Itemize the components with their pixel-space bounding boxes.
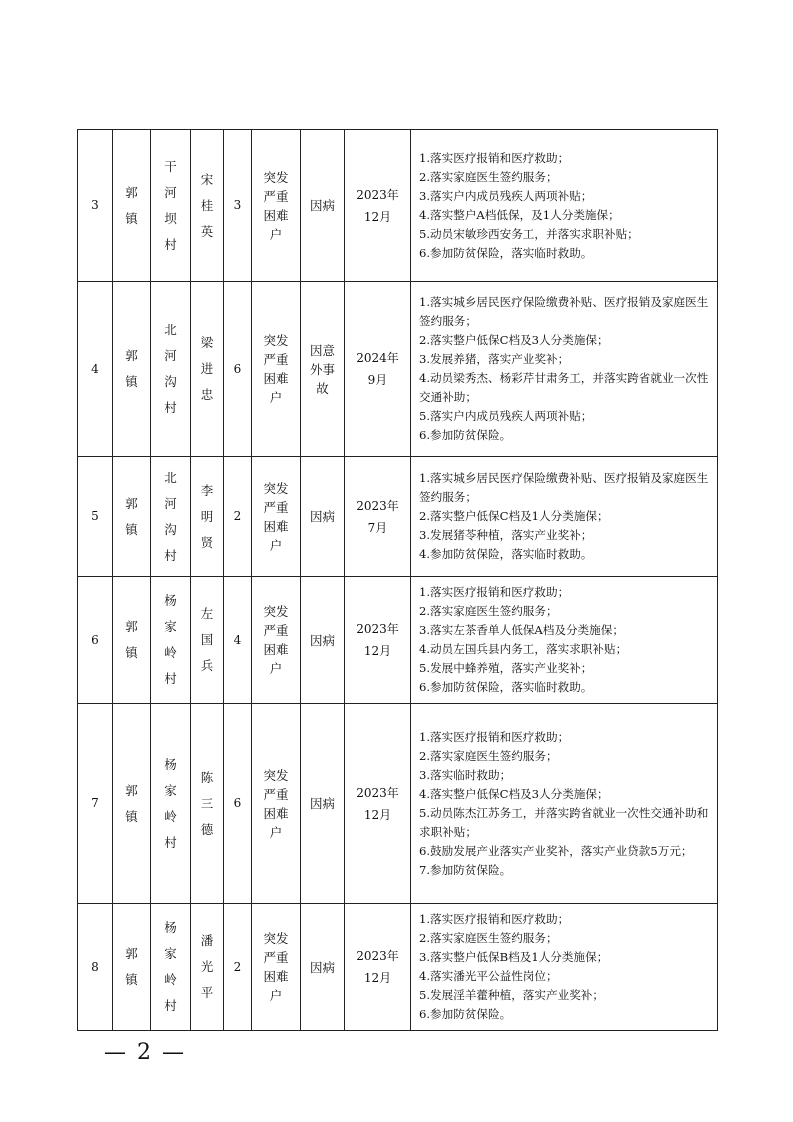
town-cell (113, 704, 151, 904)
measure-item: 3.发展猪苓种植，落实产业奖补； (419, 528, 593, 542)
town-cell-text: 郭镇 (125, 619, 138, 660)
household-size-cell: 2 (224, 904, 252, 1031)
name-cell-text: 潘光平 (200, 933, 214, 1000)
measure-item: 2.落实家庭医生签约服务； (419, 169, 558, 184)
name-cell (191, 904, 224, 1031)
household-type-cell (252, 457, 301, 577)
measure-item: 2.落实整户低保C档及3人分类施保； (419, 333, 609, 347)
cause-cell (301, 704, 345, 904)
time-cell-text: 2023年12月 (356, 949, 399, 985)
village-cell (151, 704, 191, 904)
row-number: 4 (78, 282, 113, 457)
measures-cell (411, 904, 718, 1031)
household-type-cell-text: 突发严重困难户 (263, 333, 289, 405)
measure-item: 1.落实医疗报销和医疗救助； (419, 150, 570, 165)
measure-item: 6.鼓励发展产业落实产业奖补，落实产业贷款5万元； (419, 843, 693, 858)
cause-cell-text: 因意外事故 (309, 342, 335, 396)
town-cell (113, 577, 151, 704)
cause-cell-text: 因病 (309, 796, 335, 811)
measure-item: 7.参加防贫保险。 (419, 862, 512, 877)
measure-item: 2.落实家庭医生签约服务； (419, 604, 558, 618)
time-cell-text: 2023年12月 (356, 187, 399, 224)
measure-item: 4.落实潘光平公益性岗位； (419, 969, 558, 983)
measure-item: 3.落实左茶香单人低保A档及分类施保； (419, 623, 624, 637)
name-cell-text: 左国兵 (200, 606, 214, 673)
measure-item: 4.参加防贫保险，落实临时救助。 (419, 547, 593, 561)
village-cell-text: 杨家岭村 (164, 920, 177, 1013)
name-cell-text: 梁进忠 (200, 335, 214, 402)
cause-cell-text: 因病 (309, 198, 335, 213)
time-cell (345, 457, 411, 577)
measure-item: 1.落实城乡居民医疗保险缴费补贴、医疗报销及家庭医生签约服务； (419, 295, 709, 328)
name-cell (191, 282, 224, 457)
name-cell-text: 李明贤 (200, 482, 214, 550)
measure-item: 5.落实户内成员残疾人两项补贴； (419, 409, 593, 423)
town-cell-text: 郭镇 (125, 495, 138, 537)
household-type-cell (252, 704, 301, 904)
household-size-cell: 6 (224, 282, 252, 457)
cause-cell-text: 因病 (309, 632, 335, 648)
measure-item: 1.落实城乡居民医疗保险缴费补贴、医疗报销及家庭医生签约服务； (419, 471, 709, 504)
measure-item: 4.落实整户A档低保，及1人分类施保； (419, 207, 620, 222)
measures-cell (411, 457, 718, 577)
name-cell (191, 457, 224, 577)
measure-item: 3.落实户内成员残疾人两项补贴； (419, 188, 593, 203)
household-type-cell-text: 突发严重困难户 (263, 169, 289, 242)
measure-item: 4.动员梁秀杰、杨彩芹甘肃务工，并落实跨省就业一次性交通补助； (419, 371, 709, 404)
measure-item: 5.发展中蜂养殖，落实产业奖补； (419, 661, 593, 675)
table-body (78, 130, 718, 1031)
village-cell-text: 北河沟村 (164, 469, 177, 563)
household-type-cell (252, 904, 301, 1031)
row-number: 8 (78, 904, 113, 1031)
household-size-cell: 6 (224, 704, 252, 904)
measure-item: 1.落实医疗报销和医疗救助； (419, 729, 570, 744)
village-cell-text: 杨家岭村 (164, 593, 177, 686)
table-row (78, 457, 718, 577)
village-cell-text: 北河沟村 (164, 322, 177, 415)
name-cell (191, 704, 224, 904)
time-cell-text: 2023年12月 (356, 785, 399, 822)
town-cell-text: 郭镇 (125, 348, 138, 389)
household-type-cell (252, 577, 301, 704)
household-size-cell: 2 (224, 457, 252, 577)
measure-item: 2.落实家庭医生签约服务； (419, 748, 558, 763)
time-cell (345, 130, 411, 282)
time-cell-text: 2023年12月 (356, 622, 399, 658)
time-cell (345, 577, 411, 704)
row-number: 6 (78, 577, 113, 704)
village-cell (151, 904, 191, 1031)
household-type-cell-text: 突发严重困难户 (263, 931, 289, 1003)
measure-item: 6.参加防贫保险。 (419, 1007, 512, 1021)
table-row (78, 282, 718, 457)
table-row (78, 704, 718, 904)
measure-item: 2.落实整户低保C档及1人分类施保； (419, 509, 609, 523)
cause-cell-text: 因病 (309, 959, 335, 975)
time-cell-text: 2023年7月 (356, 498, 399, 535)
village-cell (151, 130, 191, 282)
household-size-cell: 3 (224, 130, 252, 282)
town-cell-text: 郭镇 (125, 184, 138, 226)
time-cell (345, 904, 411, 1031)
village-cell-text: 杨家岭村 (164, 756, 177, 850)
village-cell (151, 282, 191, 457)
town-cell-text: 郭镇 (125, 946, 138, 987)
cause-cell (301, 577, 345, 704)
household-type-cell-text: 突发严重困难户 (263, 767, 289, 840)
town-cell (113, 130, 151, 282)
town-cell (113, 282, 151, 457)
table-row (78, 130, 718, 282)
town-cell (113, 904, 151, 1031)
household-type-cell (252, 130, 301, 282)
household-type-cell (252, 282, 301, 457)
measure-item: 3.落实临时救助； (419, 767, 512, 782)
page-number: — 2 — (104, 1040, 186, 1065)
name-cell (191, 130, 224, 282)
town-cell (113, 457, 151, 577)
household-type-cell-text: 突发严重困难户 (263, 480, 289, 553)
time-cell (345, 282, 411, 457)
name-cell-text: 宋桂英 (200, 171, 214, 239)
measure-item: 5.动员陈杰江苏务工，并落实跨省就业一次性交通补助和求职补贴； (419, 805, 709, 839)
table-row (78, 904, 718, 1031)
measure-item: 5.发展淫羊藿种植，落实产业奖补； (419, 988, 604, 1002)
measure-item: 3.发展养猪，落实产业奖补； (419, 352, 570, 366)
row-number: 7 (78, 704, 113, 904)
cause-cell-text: 因病 (309, 509, 335, 524)
measure-item: 1.落实医疗报销和医疗救助； (419, 585, 570, 599)
measure-item: 1.落实医疗报销和医疗救助； (419, 912, 570, 926)
household-type-cell-text: 突发严重困难户 (263, 604, 289, 676)
cause-cell (301, 457, 345, 577)
cause-cell (301, 904, 345, 1031)
village-cell-text: 干河坝村 (164, 158, 177, 252)
measures-cell (411, 130, 718, 282)
name-cell (191, 577, 224, 704)
table-row (78, 577, 718, 704)
measures-cell (411, 577, 718, 704)
measure-item: 6.参加防贫保险，落实临时救助。 (419, 245, 593, 260)
measures-cell (411, 282, 718, 457)
measure-item: 6.参加防贫保险。 (419, 428, 512, 442)
measure-item: 3.落实整户低保B档及1人分类施保； (419, 950, 609, 964)
measure-item: 2.落实家庭医生签约服务； (419, 931, 558, 945)
village-cell (151, 577, 191, 704)
measure-item: 4.落实整户低保C档及3人分类施保； (419, 786, 609, 801)
household-size-cell: 4 (224, 577, 252, 704)
household-table-wrapper (77, 129, 717, 1031)
cause-cell (301, 130, 345, 282)
time-cell (345, 704, 411, 904)
measure-item: 6.参加防贫保险，落实临时救助。 (419, 680, 593, 694)
time-cell-text: 2024年9月 (356, 351, 399, 387)
town-cell-text: 郭镇 (125, 782, 138, 824)
cause-cell (301, 282, 345, 457)
measure-item: 4.动员左国兵县内务工，落实求职补贴； (419, 642, 628, 656)
measures-cell (411, 704, 718, 904)
household-table (77, 129, 718, 1031)
measure-item: 5.动员宋敏珍西安务工，并落实求职补贴； (419, 226, 639, 241)
name-cell-text: 陈三德 (200, 769, 214, 837)
row-number: 5 (78, 457, 113, 577)
village-cell (151, 457, 191, 577)
row-number: 3 (78, 130, 113, 282)
